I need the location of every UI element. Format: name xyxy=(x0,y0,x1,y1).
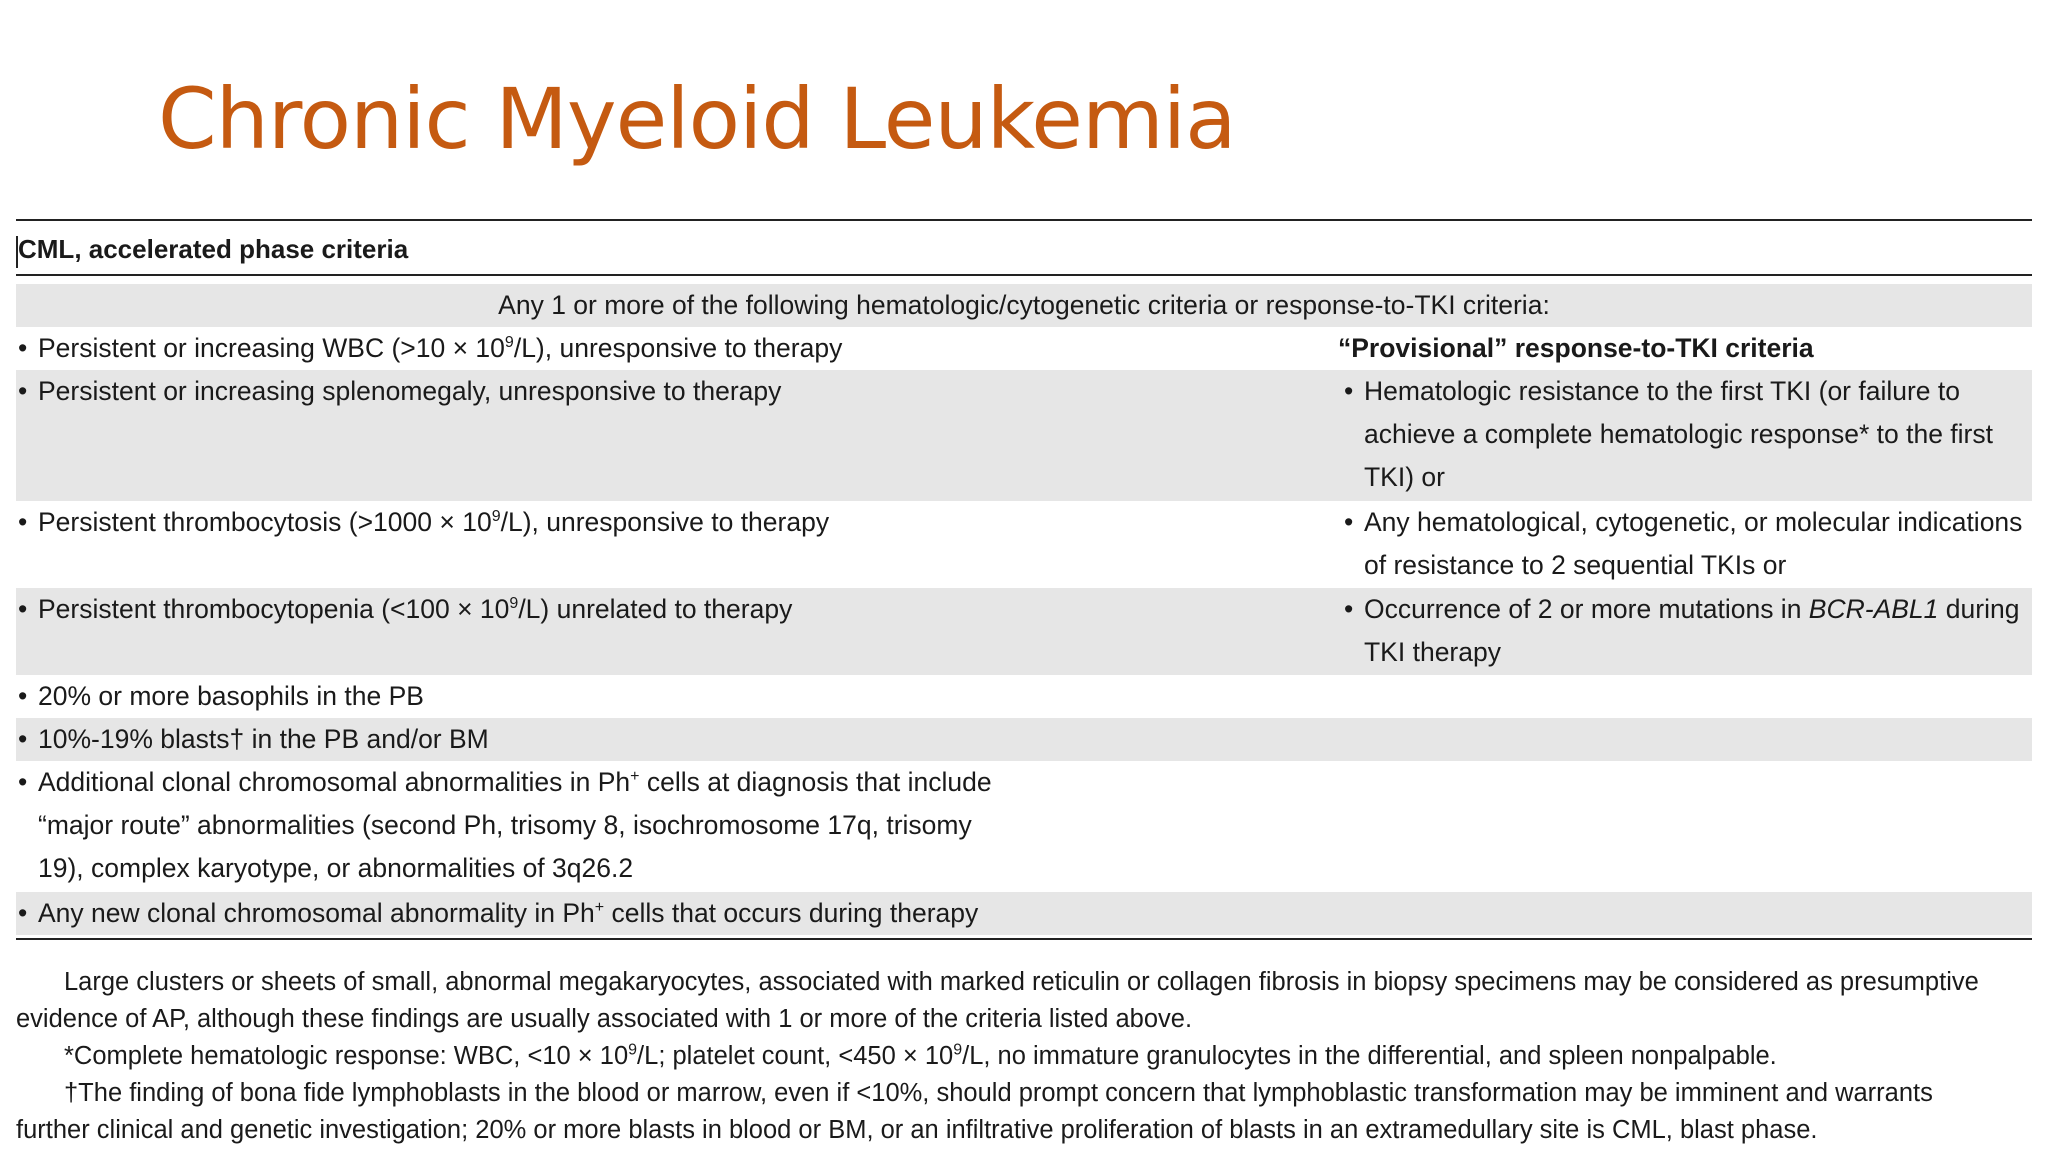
table-row xyxy=(16,588,2032,675)
provisional-criteria-heading: “Provisional” response-to-TKI criteria xyxy=(1338,333,1814,363)
criterion-new-clonal-abnormality: • Any new clonal chromosomal abnormality in Ph+ cells that occurs during therapy xyxy=(18,898,979,928)
table-row xyxy=(16,675,2032,718)
footnote-megakaryocytes-cont: evidence of AP, although these findings are usually associated with 1 or more of the criteria listed above. xyxy=(16,1005,1193,1033)
table-intro-text: Any 1 or more of the following hematologic/cytogenetic criteria or response-to-TKI criteria: xyxy=(498,290,1550,320)
table-bottom-rule xyxy=(16,938,2032,940)
table-intro-row xyxy=(16,284,2032,327)
criterion-basophils: • 20% or more basophils in the PB xyxy=(18,681,424,711)
table-row xyxy=(16,718,2032,761)
footnote-megakaryocytes: Large clusters or sheets of small, abnormal megakaryocytes, associated with marked reticulin or collagen fibrosis in biopsy specimens may be considered as presumptive xyxy=(64,968,1979,996)
criterion-thrombocytopenia: • Persistent thrombocytopenia $(<100 \times 10^9/L)$ unrelated to therapy xyxy=(18,594,793,624)
table-title: CML, accelerated phase criteria xyxy=(18,234,409,264)
slide-title: Chronic Myeloid Leukemia xyxy=(158,70,1236,168)
criterion-thrombocytosis: • Persistent thrombocytosis $(>1000 \times 10^9/L)$, unresponsive to therapy xyxy=(18,507,830,537)
table-row xyxy=(16,501,2032,588)
table-row xyxy=(16,327,2032,370)
table-row xyxy=(16,761,2032,892)
table-top-rule xyxy=(16,219,2032,221)
criterion-hematologic-resistance: • Hematologic resistance to the first TKI (or failure to achieve a complete hematologic response* to the first TKI) or xyxy=(1344,376,1993,492)
table-row xyxy=(16,892,2032,935)
criterion-blasts: • 10%-19% blasts† in the PB and/or BM xyxy=(18,724,489,754)
criterion-resistance-indications: • Any hematological, cytogenetic, or molecular indications of resistance to 2 sequential TKIs or xyxy=(1344,507,2023,580)
table-header-rule xyxy=(16,274,2032,276)
criterion-bcr-abl1-mutations: • Occurrence of 2 or more mutations in BCR-ABL1 during TKI therapy xyxy=(1344,594,2020,667)
criterion-wbc: • Persistent or increasing WBC $(>10 \times 10^9/L)$, unresponsive to therapy xyxy=(18,333,843,363)
footnote-lymphoblasts: †The finding of bona fide lymphoblasts in the blood or marrow, even if <10%, should prompt concern that lymphoblastic transformation may be imminent and warrants xyxy=(64,1079,1933,1107)
criterion-clonal-abnormalities-diagnosis: • Additional clonal chromosomal abnormalities in Ph+ cells at diagnosis that include “major route” abnormalities (second Ph, trisomy 8, isochromosome 17q, trisomy 19), complex karyotype, or abnormalities of 3q26.2 xyxy=(18,767,992,883)
footnote-lymphoblasts-cont: further clinical and genetic investigation; 20% or more blasts in blood or BM, or an infiltrative proliferation of blasts in an extramedullary site is CML, blast phase. xyxy=(16,1116,1818,1144)
footnote-complete-response: *Complete hematologic response: WBC, $<10 \times 10^9/L$; platelet count, $<450 \times 10^9/L$, no immature granulocytes in the differential, and spleen nonpalpable. xyxy=(64,1041,1777,1070)
criterion-splenomegaly: • Persistent or increasing splenomegaly, unresponsive to therapy xyxy=(18,376,782,406)
table-footnotes xyxy=(16,964,2036,1149)
table-row xyxy=(16,370,2032,501)
